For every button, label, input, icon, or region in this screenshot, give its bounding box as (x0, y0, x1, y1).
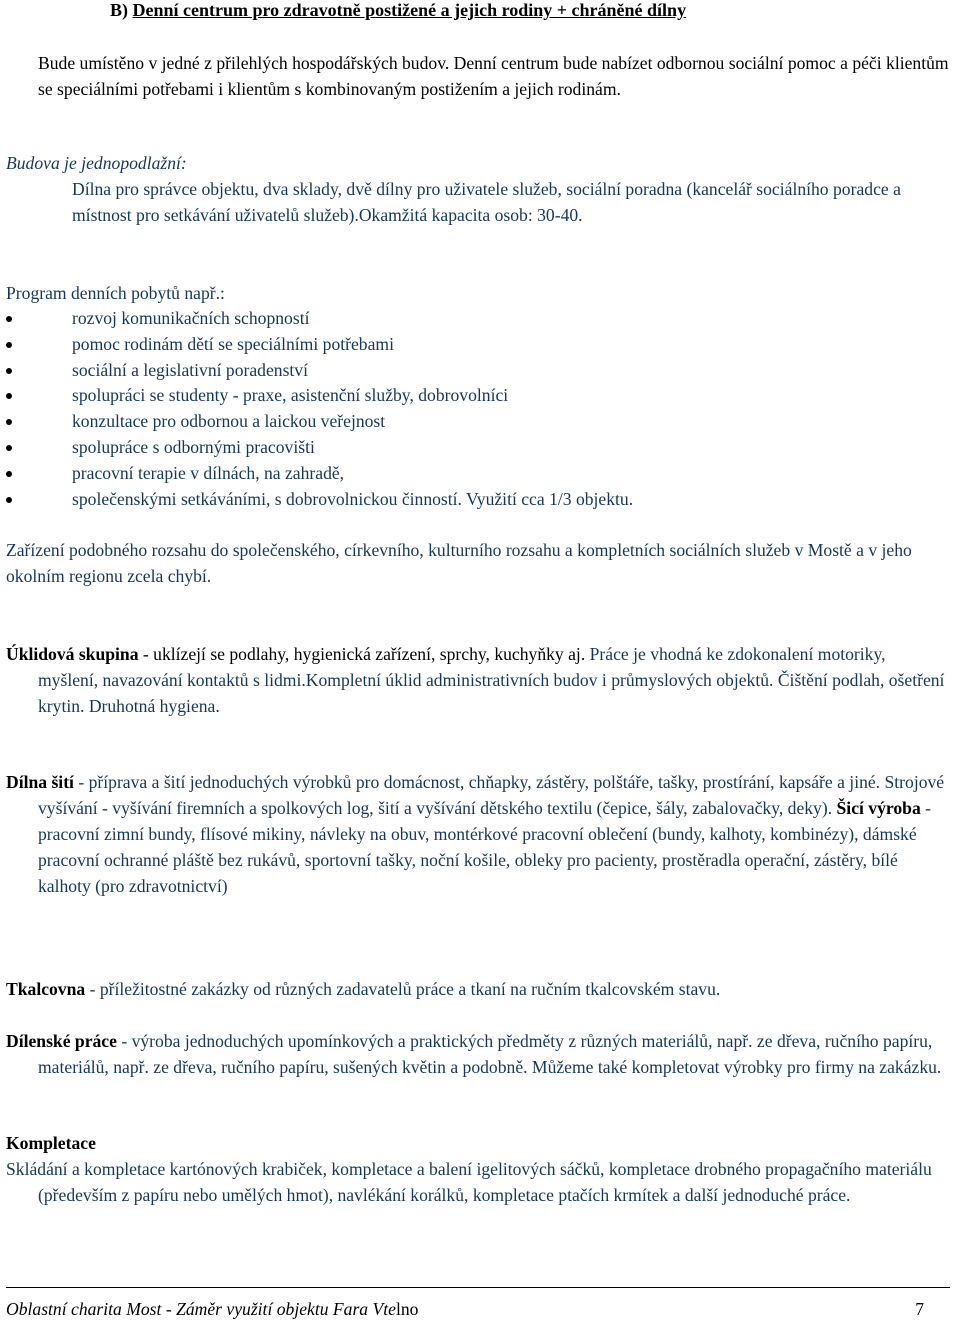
list-item: spolupráce s odbornými pracovišti (6, 435, 950, 461)
sewing-paragraph (6, 769, 950, 899)
list-item: pracovní terapie v dílnách, na zahradě, (6, 461, 950, 487)
list-item: společenskými setkáváními, s dobrovolnickou činností. Využití cca 1/3 objektu. (6, 487, 950, 513)
building-heading: Budova je jednopodlažní: (6, 153, 187, 173)
weaving-paragraph (6, 976, 950, 1002)
bullet-icon (6, 306, 14, 332)
section-heading: Denní centrum pro zdravotně postižené a jejich rodiny + chráněné dílny (132, 0, 687, 20)
list-item: konzultace pro odbornou a laickou veřejnost (6, 409, 950, 435)
bullet-icon (6, 461, 14, 487)
sewing-label: Dílna šití (6, 772, 74, 792)
workshop-paragraph (6, 1028, 950, 1080)
cleaning-text: - uklízejí se podlahy, hygienická zařízení, sprchy, kuchyňky aj. (138, 644, 590, 664)
cleaning-paragraph (6, 641, 950, 719)
list-item: sociální a legislativní poradenství (6, 358, 950, 384)
assembly-heading (6, 1130, 950, 1156)
weaving-label: Tkalcovna (6, 979, 86, 999)
sewing-text: - příprava a šití jednoduchých výrobků pro domácnost, chňapky, zástěry, polštáře, tašky, prostírání, kapsáře a jiné. Strojové vyšívání - vyšívání firemních a spolkových log, šití a vyšívání dětského textilu (čepice, šály, zabalovačky, deky). (38, 772, 945, 818)
bullet-icon (6, 383, 14, 409)
footer-text-italic: Oblastní charita Most - Záměr využití objektu Fara Vte (6, 1299, 396, 1319)
bullet-icon (6, 332, 14, 358)
footer-text (6, 1296, 418, 1322)
bullet-icon (6, 358, 14, 384)
section-title (110, 0, 950, 23)
cleaning-text-extra: Práce je vhodná ke zdokonalení motoriky, myšlení, navazování kontaktů s lidmi.Kompletní úklid administrativních budov i průmyslových objektů. Čištění podlah, ošetření krytin. Druhotná hygiena. (38, 644, 945, 716)
footer-rule (6, 1287, 950, 1288)
sewing-production-label: Šicí výroba (836, 798, 921, 818)
page-number: 7 (915, 1299, 924, 1319)
building-paragraph (6, 176, 950, 228)
workshop-label: Dílenské práce (6, 1031, 117, 1051)
program-list (6, 306, 950, 512)
facility-note: Zařízení podobného rozsahu do společenského, církevního, kulturního rozsahu a kompletních sociálních služeb v Mostě a v jeho okolním regionu zcela chybí. (6, 540, 912, 586)
list-item: spolupráci se studenty - praxe, asistenční služby, dobrovolníci (6, 383, 950, 409)
bullet-icon (6, 487, 14, 513)
section-prefix: B) (110, 0, 133, 20)
weaving-text: - příležitostné zakázky od různých zadavatelů práce a tkaní na ručním tkalcovském stavu. (85, 979, 721, 999)
cleaning-label: Úklidová skupina (6, 644, 139, 664)
assembly-label: Kompletace (6, 1133, 96, 1153)
sewing-production-text: - pracovní zimní bundy, flísové mikiny, návleky na obuv, montérkové pracovní oblečení (bundy, kalhoty, kombinézy), dámské pracovní ochranné pláště bez rukávů, sportovní tašky, noční košile, obleky pro pacienty, prostěradla operační, zástěry, bílé kalhoty (pro zdravotnictví) (38, 798, 932, 896)
program-heading: Program denních pobytů např.: (6, 283, 225, 303)
building-text: Dílna pro správce objektu, dva sklady, dvě dílny pro uživatele služeb, sociální poradna (kancelář sociálního poradce a místnost pro setkávání uživatelů služeb). (72, 179, 901, 225)
building-capacity: Okamžitá kapacita osob: 30-40. (358, 205, 583, 225)
footer-text-plain: lno (395, 1299, 419, 1319)
list-item: pomoc rodinám dětí se speciálními potřebami (6, 332, 950, 358)
assembly-paragraph: Skládání a kompletace kartónových krabiček, kompletace a balení igelitových sáčků, kompletace drobného propagačního materiálu (především z papíru nebo umělých hmot), navlékání korálků, kompletace ptačích krmítek a další jednoduché práce. (6, 1159, 932, 1205)
bullet-icon (6, 435, 14, 461)
workshop-text: - výroba jednoduchých upomínkových a praktických předměty z různých materiálů, např. ze dřeva, ručního papíru, materiálů, např. ze dřeva, ručního papíru, sušených květin a podobně. Můžeme také kompletovat výrobky pro firmy na zakázku. (38, 1031, 942, 1077)
bullet-icon (6, 409, 14, 435)
list-item: rozvoj komunikačních schopností (6, 306, 950, 332)
page-footer (6, 1296, 924, 1322)
intro-paragraph: Bude umístěno v jedné z přilehlých hospodářských budov. Denní centrum bude nabízet odbornou sociální pomoc a péči klientům se speciálními potřebami i klientům s kombinovaným postižením a jejich rodinám. (38, 53, 949, 99)
